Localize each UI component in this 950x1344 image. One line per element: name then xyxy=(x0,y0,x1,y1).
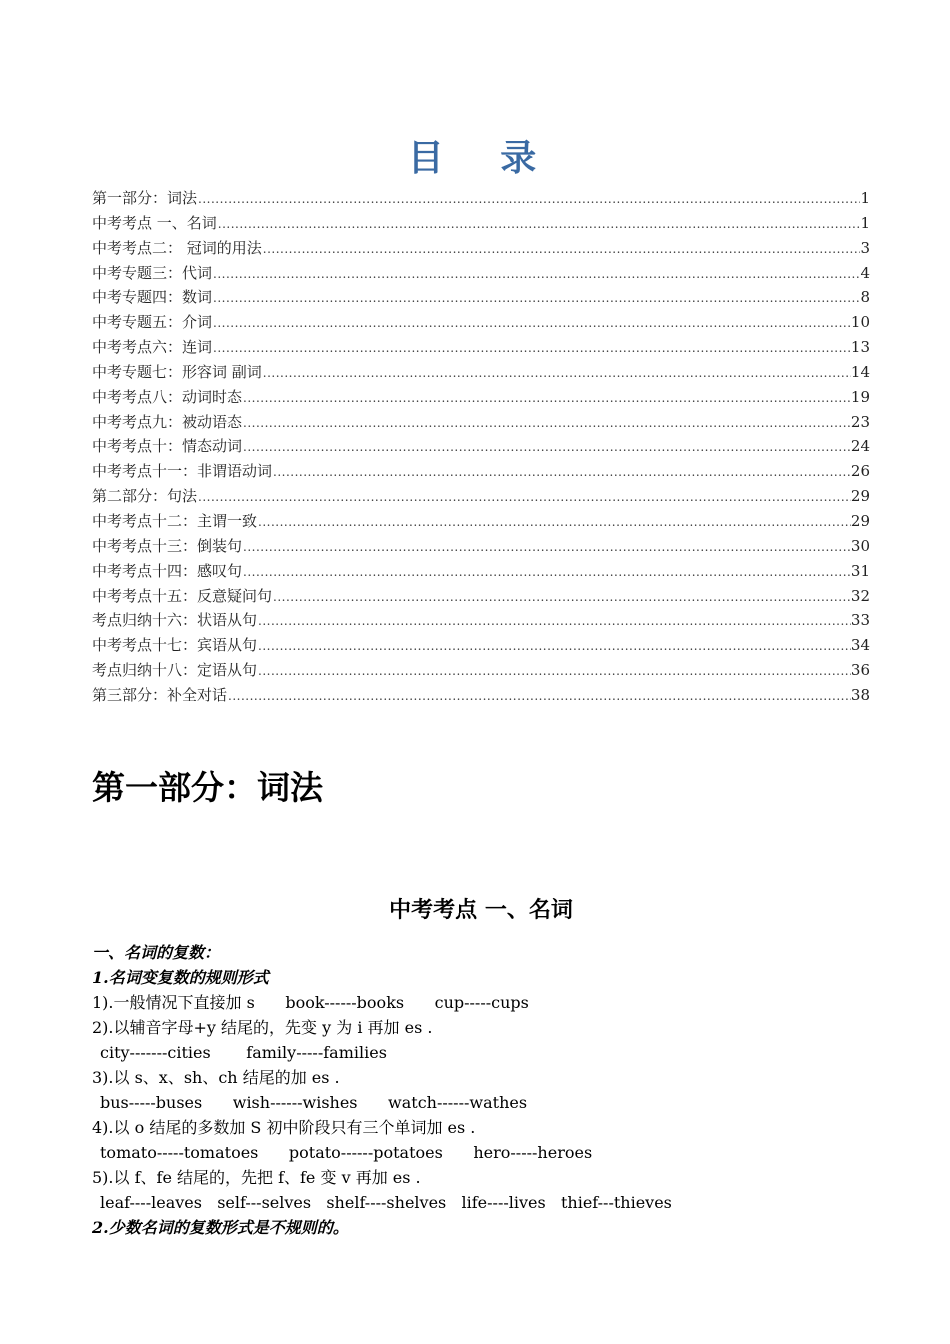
toc-entry-label: 考点归纳十六：状语从句 xyxy=(92,611,258,630)
subheading-irregular-forms: 2.少数名词的复数形式是不规则的。 xyxy=(92,1218,349,1237)
toc-entry[interactable] xyxy=(92,236,870,261)
example-line: leaf----leaves self---selves shelf----shelves life----lives thief---thieves xyxy=(100,1193,672,1212)
toc-entry-page: 23 xyxy=(850,412,870,431)
toc-entry-label: 中考专题五：介词 xyxy=(92,313,213,332)
rule-line: 5).以 f、fe 结尾的，先把 f、fe 变 v 再加 es . xyxy=(92,1168,421,1187)
toc-entry-page: 3 xyxy=(860,238,870,257)
toc-entry-page: 33 xyxy=(850,611,870,630)
toc-entry-page: 19 xyxy=(850,387,870,406)
section-heading: 中考考点 一、名词 xyxy=(389,897,573,923)
toc-entry-label: 中考考点十四：感叹句 xyxy=(92,561,243,580)
toc-title: 目 录 xyxy=(407,137,559,179)
toc-entry-page: 26 xyxy=(850,462,870,481)
toc-entry-page: 29 xyxy=(850,511,870,530)
toc-entry[interactable] xyxy=(92,385,870,410)
toc-entry-page: 32 xyxy=(850,586,870,605)
toc-entry-page: 36 xyxy=(850,661,870,680)
toc-leader-dots xyxy=(243,411,851,436)
rule-line: 3).以 s、x、sh、ch 结尾的加 es . xyxy=(92,1068,340,1087)
toc-leader-dots xyxy=(258,659,851,684)
toc-entry-label: 中考考点二： 冠词的用法 xyxy=(92,238,262,257)
toc-entry[interactable] xyxy=(92,559,870,584)
part-heading: 第一部分：词法 xyxy=(92,768,323,807)
toc-entry-label: 中考考点十七：宾语从句 xyxy=(92,636,258,655)
toc-entry-page: 10 xyxy=(850,313,870,332)
subheading-regular-forms: 1.名词变复数的规则形式 xyxy=(92,968,269,987)
toc-leader-dots xyxy=(273,585,851,610)
toc-entry-label: 中考考点十三：倒装句 xyxy=(92,536,243,555)
toc-entry-label: 第三部分：补全对话 xyxy=(92,685,228,704)
toc-leader-dots xyxy=(258,609,851,634)
toc-entry-page: 30 xyxy=(850,536,870,555)
toc-entry[interactable] xyxy=(92,335,870,360)
toc-entry-page: 13 xyxy=(850,338,870,357)
toc-leader-dots xyxy=(243,435,851,460)
toc-entry[interactable] xyxy=(92,584,870,609)
toc-leader-dots xyxy=(263,237,861,262)
toc-leader-dots xyxy=(258,510,851,535)
toc-entry[interactable] xyxy=(92,683,870,708)
example-line: tomato-----tomatoes potato------potatoes hero-----heroes xyxy=(100,1143,593,1162)
toc-leader-dots xyxy=(243,560,851,585)
toc-entry[interactable] xyxy=(92,310,870,335)
toc-entry-label: 考点归纳十八：定语从句 xyxy=(92,661,258,680)
toc-leader-dots xyxy=(213,286,860,311)
table-of-contents xyxy=(92,186,870,708)
toc-leader-dots xyxy=(198,187,860,212)
toc-entry[interactable] xyxy=(92,509,870,534)
example-line: bus-----buses wish------wishes watch------wathes xyxy=(100,1093,528,1112)
toc-leader-dots xyxy=(213,262,860,287)
toc-leader-dots xyxy=(258,634,851,659)
toc-entry[interactable] xyxy=(92,658,870,683)
toc-entry[interactable] xyxy=(92,186,870,211)
toc-entry-label: 中考专题七：形容词 副词 xyxy=(92,362,262,381)
toc-entry-label: 中考考点六：连词 xyxy=(92,338,213,357)
toc-entry[interactable] xyxy=(92,459,870,484)
toc-entry-label: 第一部分：词法 xyxy=(92,189,198,207)
toc-entry-page: 1 xyxy=(860,189,870,207)
toc-entry[interactable] xyxy=(92,534,870,559)
toc-leader-dots xyxy=(273,460,851,485)
toc-entry-page: 34 xyxy=(850,636,870,655)
rule-line: 4).以 o 结尾的多数加 S 初中阶段只有三个单词加 es . xyxy=(92,1118,476,1137)
toc-leader-dots xyxy=(213,336,851,361)
toc-leader-dots xyxy=(213,311,851,336)
subheading-plural: 一、名词的复数： xyxy=(92,943,221,962)
toc-entry-page: 29 xyxy=(850,487,870,506)
toc-entry-page: 4 xyxy=(860,263,870,282)
toc-entry-label: 第二部分：句法 xyxy=(92,487,198,506)
toc-leader-dots xyxy=(218,212,861,237)
example-line: city-------cities family-----families xyxy=(100,1043,387,1062)
toc-entry-page: 1 xyxy=(860,213,870,232)
toc-entry[interactable] xyxy=(92,360,870,385)
section-body xyxy=(92,940,892,1240)
toc-entry[interactable] xyxy=(92,434,870,459)
toc-entry[interactable] xyxy=(92,633,870,658)
toc-entry-label: 中考专题四：数词 xyxy=(92,288,213,307)
toc-leader-dots xyxy=(263,361,851,386)
toc-entry[interactable] xyxy=(92,410,870,435)
toc-entry-page: 24 xyxy=(850,437,870,456)
toc-entry[interactable] xyxy=(92,484,870,509)
toc-entry-label: 中考考点十：情态动词 xyxy=(92,437,243,456)
toc-entry[interactable] xyxy=(92,211,870,236)
toc-entry-page: 8 xyxy=(860,288,870,307)
toc-entry[interactable] xyxy=(92,261,870,286)
toc-entry-label: 中考考点十二：主谓一致 xyxy=(92,511,258,530)
toc-leader-dots xyxy=(198,485,851,510)
rule-line: 2).以辅音字母+y 结尾的，先变 y 为 i 再加 es . xyxy=(92,1018,433,1037)
toc-leader-dots xyxy=(228,684,851,709)
toc-entry-label: 中考专题三：代词 xyxy=(92,263,213,282)
toc-entry-page: 14 xyxy=(850,362,870,381)
toc-entry-label: 中考考点八：动词时态 xyxy=(92,387,243,406)
toc-entry[interactable] xyxy=(92,608,870,633)
toc-entry-page: 38 xyxy=(850,685,870,704)
toc-entry[interactable] xyxy=(92,285,870,310)
rule-line: 1).一般情况下直接加 s book------books cup-----cups xyxy=(92,993,529,1012)
toc-entry-label: 中考考点九：被动语态 xyxy=(92,412,243,431)
toc-entry-label: 中考考点十五：反意疑问句 xyxy=(92,586,273,605)
toc-leader-dots xyxy=(243,386,851,411)
toc-entry-page: 31 xyxy=(850,561,870,580)
toc-leader-dots xyxy=(243,535,851,560)
toc-entry-label: 中考考点十一：非谓语动词 xyxy=(92,462,273,481)
toc-entry-label: 中考考点 一、名词 xyxy=(92,213,217,232)
